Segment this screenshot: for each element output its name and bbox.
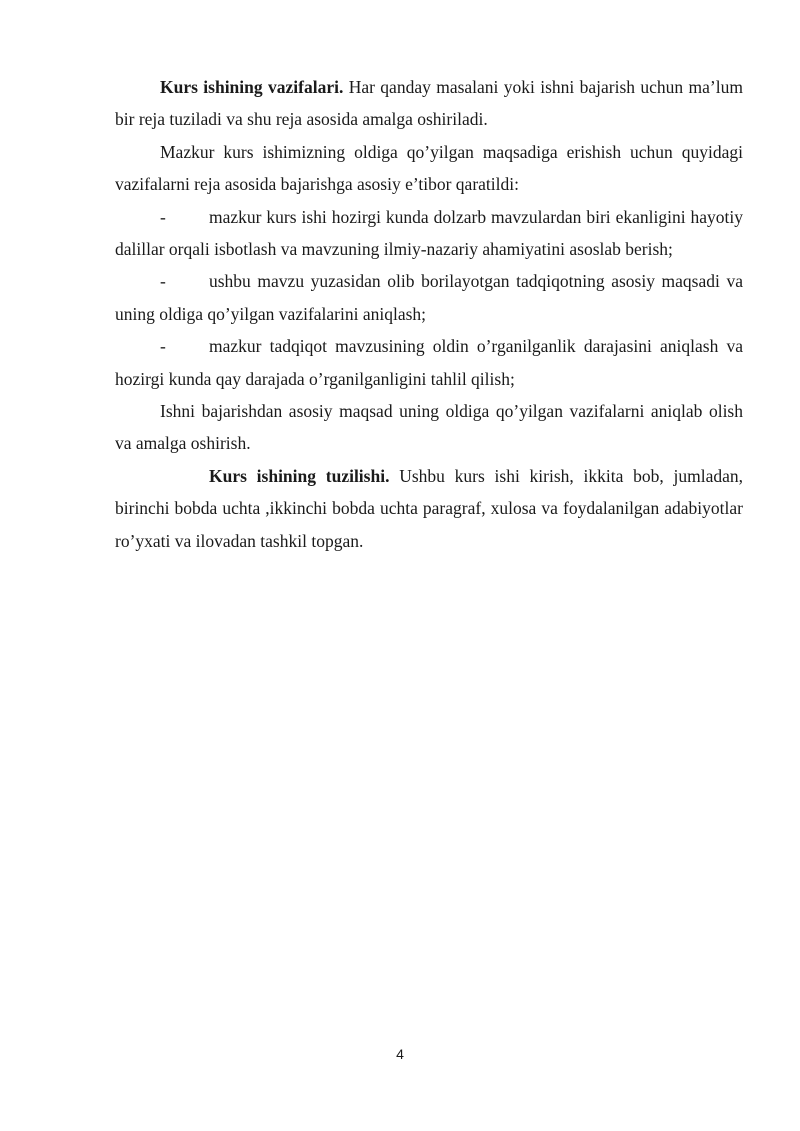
- bullet-text: mazkur kurs ishi hozirgi kunda dolzarb mavzulardan biri ekanligini hayotiy dalillar orqali isbotlash va mavzuning ilmiy-nazariy ahamiyatini asoslab berish;: [115, 206, 743, 260]
- main-goal-paragraph: Ishni bajarishdan asosiy maqsad uning oldiga qo’yilgan vazifalarni aniqlab olish va amalga oshirish.: [115, 401, 743, 454]
- bullet-item-3: [115, 330, 743, 395]
- bullet-text: mazkur tadqiqot mavzusining oldin o’rganilganlik darajasini aniqlash va hozirgi kunda qay darajada o’rganilganligini tahlil qilish;: [115, 336, 743, 389]
- bullet-item-1: [115, 201, 743, 266]
- bullet-dash: -: [160, 336, 166, 357]
- bullet-text: ushbu mavzu yuzasidan olib borilayotgan tadqiqotning asosiy maqsadi va uning oldiga qo’yilgan vazifalarini aniqlash;: [115, 271, 743, 324]
- bullet-dash: -: [160, 206, 166, 227]
- structure-paragraph: [115, 460, 743, 557]
- tasks-heading: Kurs ishining vazifalari.: [160, 77, 344, 97]
- page-number: 4: [396, 1046, 404, 1062]
- goal-paragraph: Mazkur kurs ishimizning oldiga qo’yilgan maqsadiga erishish uchun quyidagi vazifalarni reja asosida bajarishga asosiy e’tibor qaratildi:: [115, 141, 743, 195]
- structure-heading: Kurs ishining tuzilishi.: [209, 465, 390, 486]
- tasks-text: Har qanday masalani yoki ishni bajarish uchun ma’lum bir reja tuziladi va shu reja asosida amalga oshiriladi.: [115, 77, 743, 130]
- structure-text: Ushbu kurs ishi kirish, ikkita bob, jumladan, birinchi bobda uchta ,ikkinchi bobda uchta paragraf, xulosa va foydalanilgan adabiyotlar ro’yxati va ilovadan tashkil topgan.: [115, 465, 743, 551]
- bullet-item-2: [115, 265, 743, 330]
- bullet-dash: -: [160, 271, 166, 292]
- document-body: [115, 71, 743, 557]
- tasks-paragraph: [115, 71, 743, 136]
